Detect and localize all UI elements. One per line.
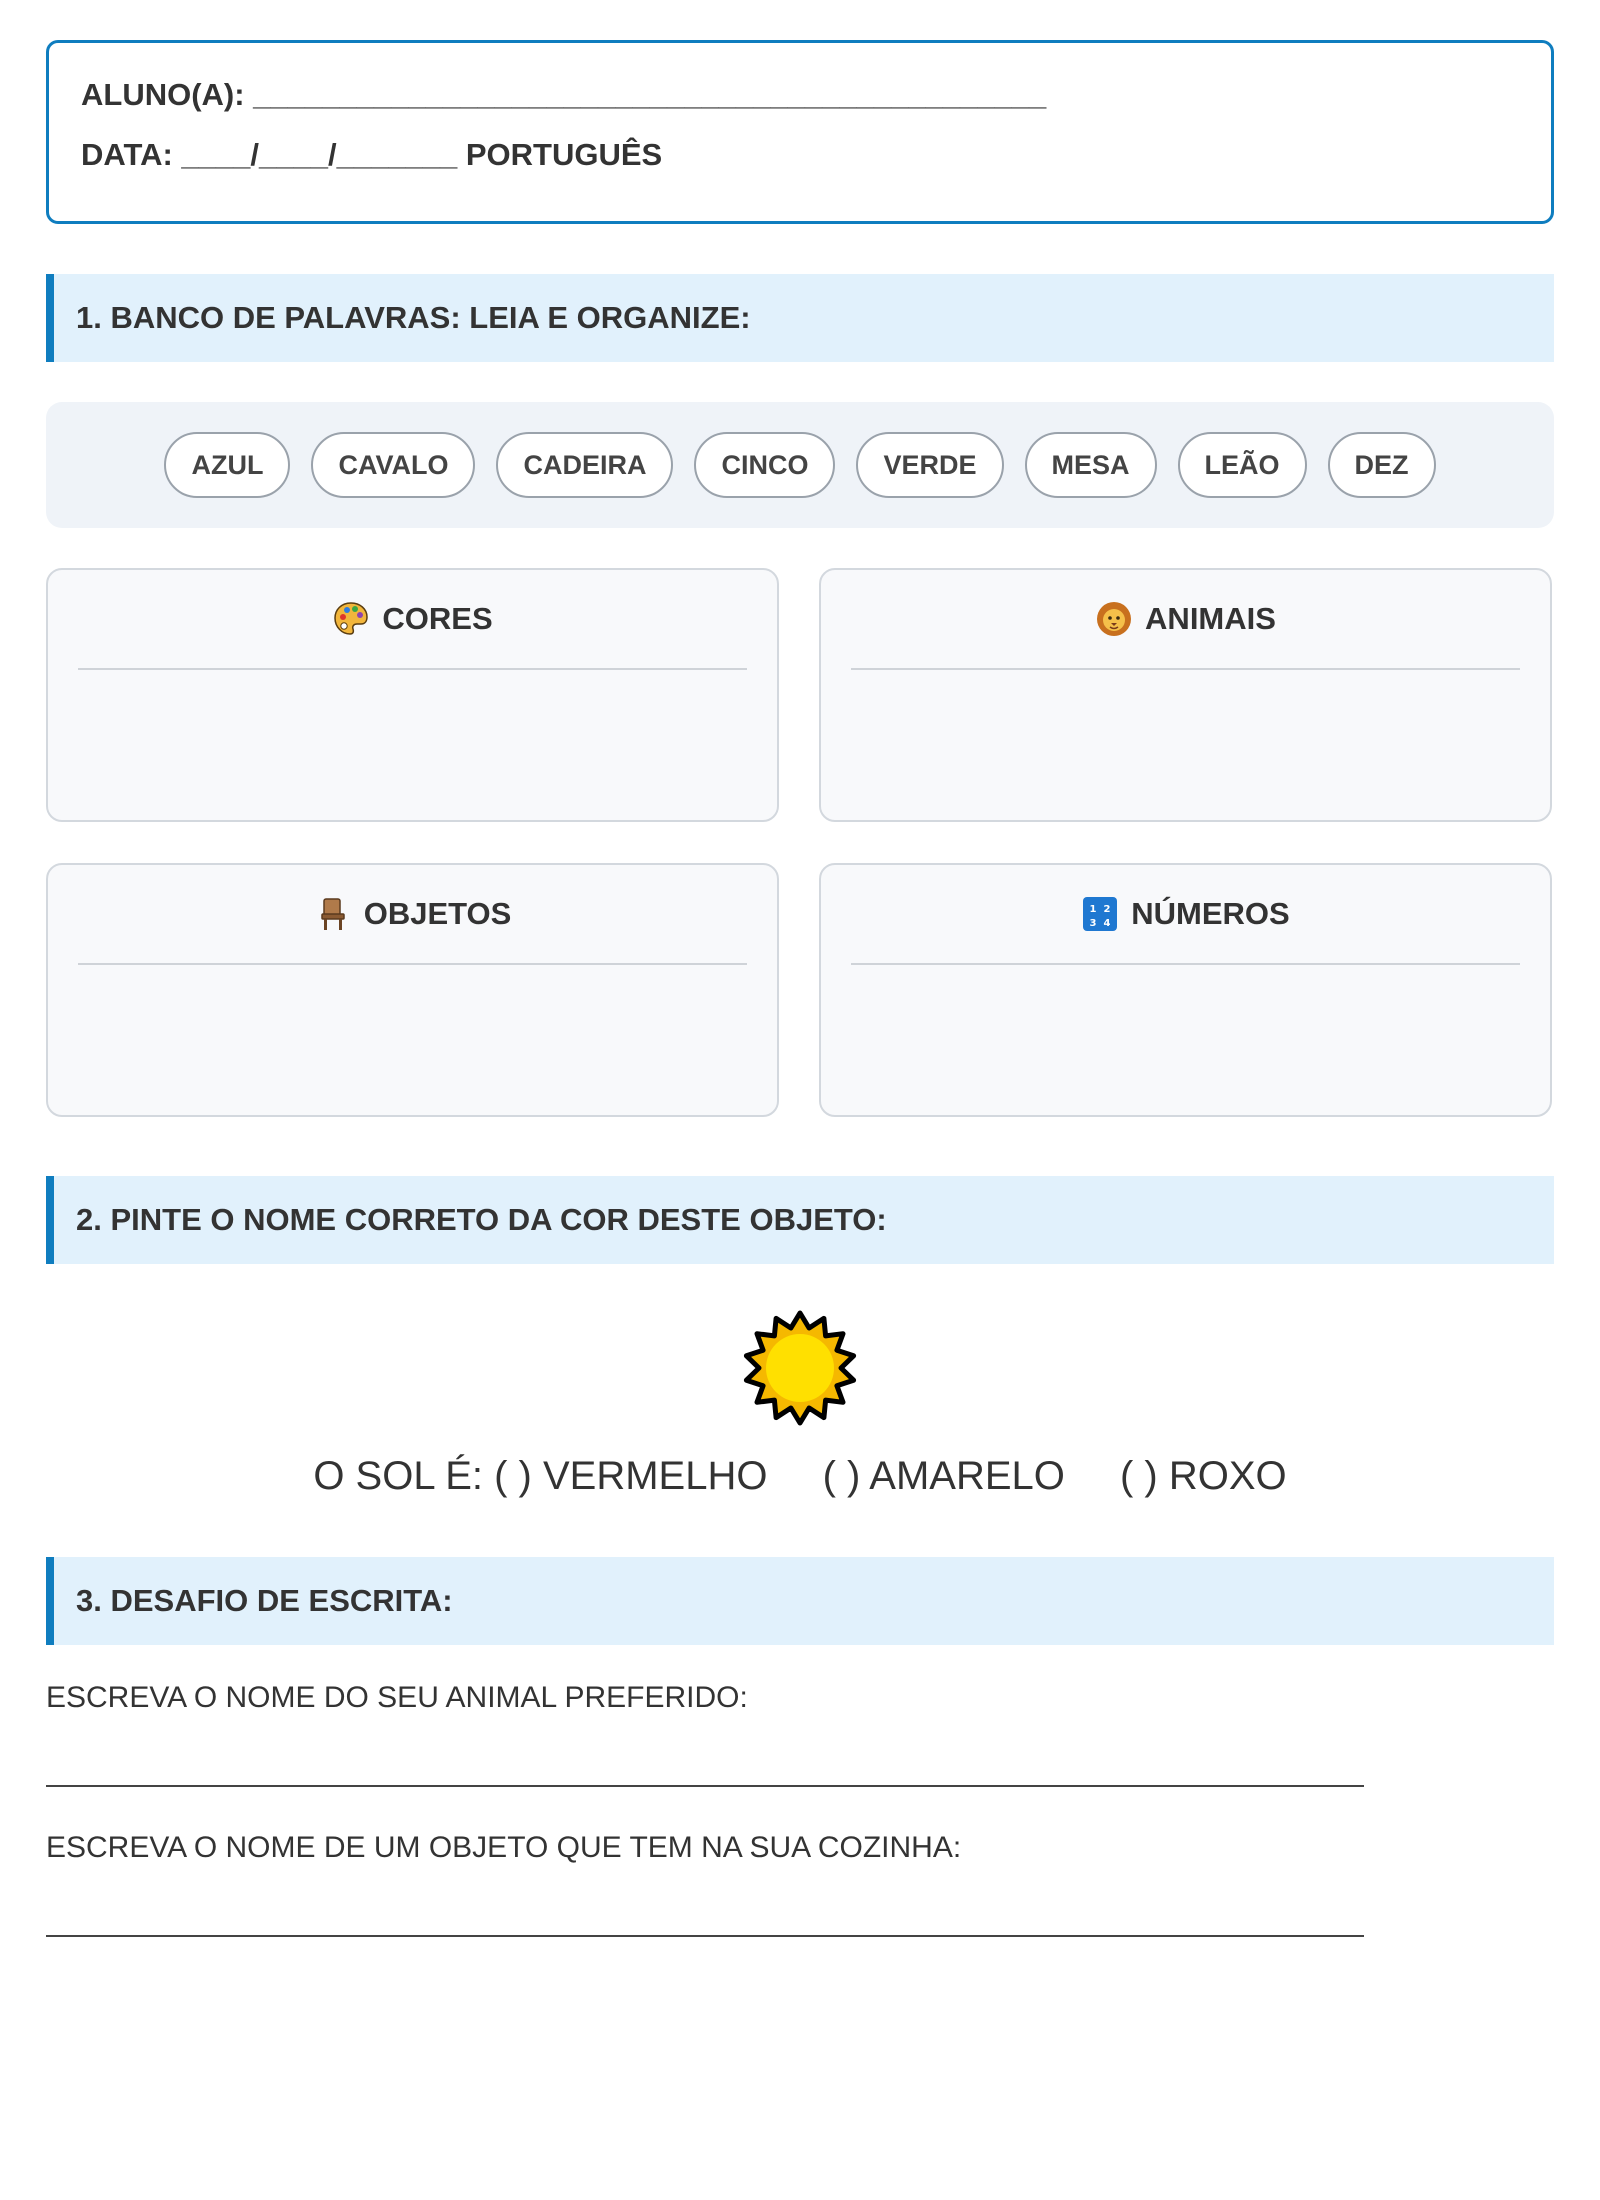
word-bank: [46, 402, 1554, 528]
sun-icon: [741, 1309, 859, 1432]
word-chip-dez: DEZ: [1328, 432, 1436, 498]
svg-text:3: 3: [1089, 918, 1097, 929]
category-title-animais: [851, 570, 1520, 670]
sun-image: [46, 1309, 1554, 1432]
student-info-box: [46, 40, 1554, 224]
section-2-title: 2. PINTE O NOME CORRETO DA COR DESTE OBJETO:: [46, 1176, 1554, 1264]
category-label-cores: CORES: [382, 601, 493, 636]
section-3-title: 3. DESAFIO DE ESCRITA:: [46, 1557, 1554, 1645]
svg-text:1: 1: [1089, 904, 1097, 915]
category-label-animais: ANIMAIS: [1145, 601, 1276, 636]
category-box-objetos[interactable]: [46, 863, 779, 1117]
lion-icon: [1095, 600, 1133, 638]
writing-prompt-animal: ESCREVA O NOME DO SEU ANIMAL PREFERIDO:: [46, 1681, 748, 1714]
category-title-objetos: [78, 865, 747, 965]
option-amarelo[interactable]: ( ) AMARELO: [822, 1454, 1065, 1498]
color-question: [46, 1454, 1554, 1499]
word-chip-cinco: CINCO: [694, 432, 835, 498]
word-chip-verde: VERDE: [856, 432, 1003, 498]
writing-line-animal[interactable]: [46, 1785, 1364, 1787]
svg-text:4: 4: [1103, 918, 1111, 929]
category-box-animais[interactable]: [819, 568, 1552, 822]
chair-icon: [314, 895, 352, 933]
category-title-cores: [78, 570, 747, 670]
word-chip-azul: AZUL: [164, 432, 290, 498]
student-name-line: ALUNO(A): ______________________________________________: [81, 77, 1047, 112]
word-chip-leao: LEÃO: [1178, 432, 1307, 498]
section-1-title: 1. BANCO DE PALAVRAS: LEIA E ORGANIZE:: [46, 274, 1554, 362]
palette-icon: [332, 600, 370, 638]
writing-line-objeto[interactable]: [46, 1935, 1364, 1937]
category-box-cores[interactable]: [46, 568, 779, 822]
question-text: O SOL É:: [313, 1454, 483, 1498]
numbers-icon: [1081, 895, 1119, 933]
option-vermelho[interactable]: ( ) VERMELHO: [494, 1454, 768, 1498]
category-label-objetos: OBJETOS: [363, 896, 512, 931]
category-title-numeros: [851, 865, 1520, 965]
writing-prompt-objeto: ESCREVA O NOME DE UM OBJETO QUE TEM NA SUA COZINHA:: [46, 1831, 962, 1864]
option-roxo[interactable]: ( ) ROXO: [1120, 1454, 1287, 1498]
word-chip-cadeira: CADEIRA: [496, 432, 673, 498]
category-label-numeros: NÚMEROS: [1131, 896, 1290, 931]
svg-text:2: 2: [1103, 904, 1111, 915]
category-grid: [46, 568, 1554, 1117]
word-chip-cavalo: CAVALO: [311, 432, 475, 498]
word-chip-mesa: MESA: [1025, 432, 1157, 498]
date-line: DATA: ____/____/_______ PORTUGUÊS: [81, 137, 663, 172]
category-box-numeros[interactable]: [819, 863, 1552, 1117]
